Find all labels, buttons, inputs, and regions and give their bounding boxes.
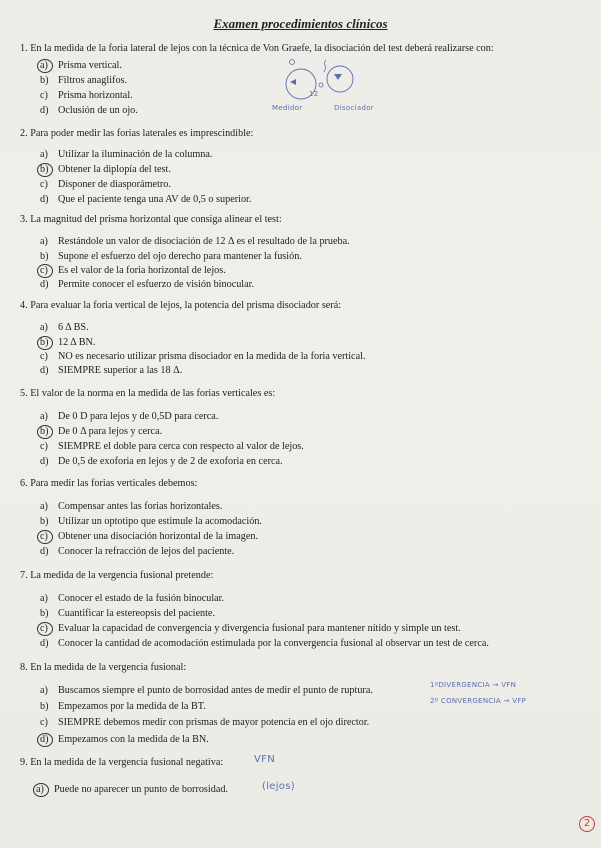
option: b) Obtener la diplopía del test. <box>40 164 171 175</box>
option: d) Que el paciente tenga una AV de 0,5 o superior. <box>40 194 252 205</box>
option: d) Oclusión de un ojo. <box>40 105 138 116</box>
option: b) Supone el esfuerzo del ojo derecho para mantener la fusión. <box>40 251 302 262</box>
note-lejos: (lejos) <box>262 781 295 792</box>
option: a) Conocer el estado de la fusión binocular. <box>40 593 225 604</box>
option: d) Permite conocer el esfuerzo de visión binocular. <box>40 279 255 290</box>
question-2: 2. Para poder medir las forias laterales es imprescindible: <box>20 128 254 139</box>
option: a) Compensar antes las forias horizontales. <box>40 501 223 512</box>
answer-circle <box>37 336 53 350</box>
option: a) Puede no aparecer un punto de borrosidad. <box>36 784 228 795</box>
answer-circle <box>37 59 53 73</box>
answer-circle <box>37 264 53 278</box>
note-divergencia: 1ºDIVERGENCIA → VFN <box>430 681 517 689</box>
question-7: 7. La medida de la vergencia fusional pretende: <box>20 570 214 581</box>
option: c) SIEMPRE debemos medir con prismas de mayor potencia en el ojo director. <box>40 717 370 728</box>
option: a) 6 Δ BS. <box>40 322 89 333</box>
option: a) De 0 D para lejos y de 0,5D para cerca. <box>40 411 219 422</box>
answer-circle <box>37 425 53 439</box>
question-1: 1. En la medida de la foria lateral de lejos con la técnica de Von Graefe, la disociación del test deberá realizarse con: <box>20 43 494 54</box>
option: a) Buscamos siempre el punto de borrosidad antes de medir el punto de ruptura. <box>40 685 373 696</box>
note-disociador: Disociador <box>334 104 374 112</box>
note-vfn: VFN <box>254 754 275 765</box>
option: c) Evaluar la capacidad de convergencia y divergencia fusional para mantener nítido y simple un test. <box>40 623 461 634</box>
exam-title: Examen procedimientos clínicos <box>213 16 388 31</box>
option: b) De 0 Δ para lejos y cerca. <box>40 426 163 437</box>
option: d) Conocer la cantidad de acomodación estimulada por la convergencia fusional al observar un test de cerca. <box>40 638 489 649</box>
question-5: 5. El valor de la norma en la medida de las forias verticales es: <box>20 388 276 399</box>
option: c) Disponer de diasporámetro. <box>40 179 171 190</box>
question-8: 8. En la medida de la vergencia fusional: <box>20 662 187 673</box>
option: b) Cuantificar la estereopsis del paciente. <box>40 608 215 619</box>
option: a) Utilizar la iluminación de la columna. <box>40 149 213 160</box>
option: d) Conocer la refracción de lejos del paciente. <box>40 546 235 557</box>
answer-circle <box>33 783 49 797</box>
note-12: 12 <box>309 90 319 98</box>
note-convergencia: 2º CONVERGENCIA → VFP <box>430 697 527 705</box>
option: d) Empezamos con la medida de la BN. <box>40 734 209 745</box>
option: a) Prisma vertical. <box>40 60 122 71</box>
option: c) NO es necesario utilizar prisma disociador en la medida de la foria vertical. <box>40 351 366 362</box>
option: c) Es el valor de la foria horizontal de lejos. <box>40 265 226 276</box>
page-number: 2 <box>579 816 595 832</box>
option: b) Filtros anaglifos. <box>40 75 128 86</box>
question-3: 3. La magnitud del prisma horizontal que consiga alinear el test: <box>20 214 282 225</box>
question-4: 4. Para evaluar la foria vertical de lejos, la potencia del prisma disociador será: <box>20 300 342 311</box>
option: c) Obtener una disociación horizontal de la imagen. <box>40 531 258 542</box>
answer-circle <box>37 530 53 544</box>
option: b) Utilizar un optotipo que estimule la acomodación. <box>40 516 262 527</box>
option: c) SIEMPRE el doble para cerca con respecto al valor de lejos. <box>40 441 304 452</box>
option: c) Prisma horizontal. <box>40 90 133 101</box>
answer-circle <box>37 733 53 747</box>
note-medidor: Medidor <box>272 104 303 112</box>
answer-circle <box>37 622 53 636</box>
question-6: 6. Para medir las forias verticales debemos: <box>20 478 198 489</box>
option: a) Restándole un valor de disociación de 12 Δ es el resultado de la prueba. <box>40 236 350 247</box>
option: d) De 0,5 de exoforia en lejos y de 2 de exoforia en cerca. <box>40 456 283 467</box>
option: b) Empezamos por la medida de la BT. <box>40 701 206 712</box>
option: b) 12 Δ BN. <box>40 337 96 348</box>
option: d) SIEMPRE superior a las 18 Δ. <box>40 365 183 376</box>
answer-circle <box>37 163 53 177</box>
question-9: 9. En la medida de la vergencia fusional negativa: <box>20 757 224 768</box>
